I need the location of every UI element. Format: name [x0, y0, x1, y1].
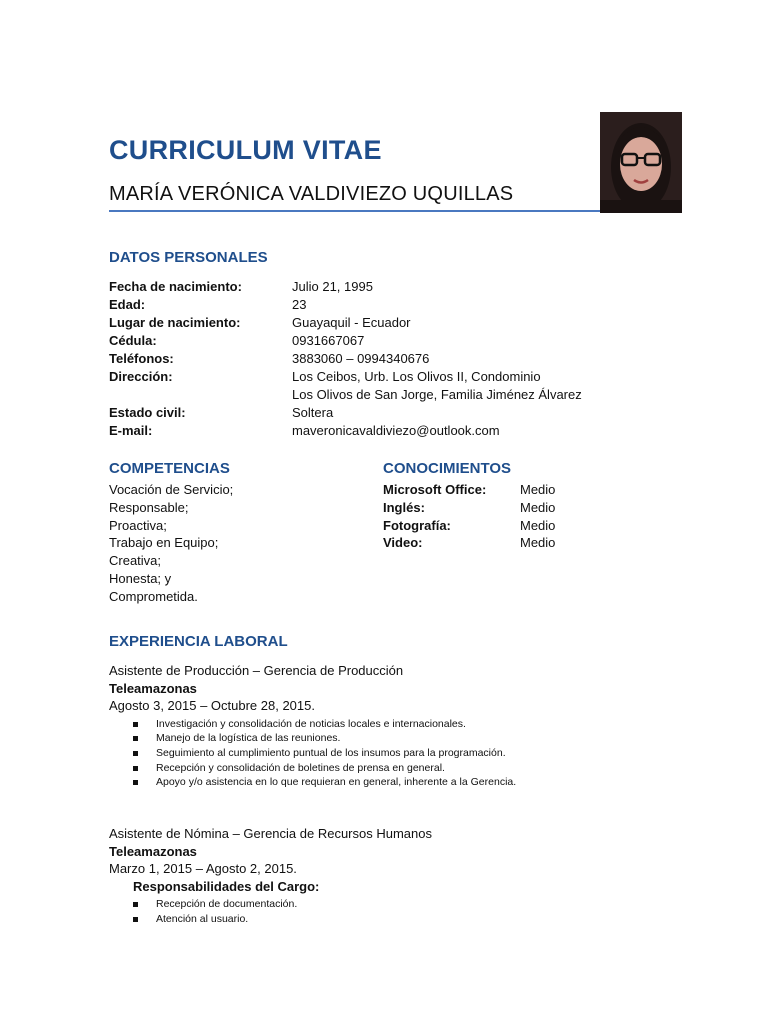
- job-bullet-text: Apoyo y/o asistencia en lo que requieran en general, inherente a la Gerencia.: [156, 776, 517, 789]
- personal-value: maveronicavaldiviezo@outlook.com: [292, 423, 500, 438]
- job-dates: Agosto 3, 2015 – Octubre 28, 2015.: [109, 698, 315, 713]
- job-bullet-text: Atención al usuario.: [156, 912, 249, 925]
- personal-label: Lugar de nacimiento:: [109, 315, 241, 330]
- personal-value: Los Olivos de San Jorge, Familia Jiménez Álvarez: [292, 387, 582, 402]
- job-bullet: [109, 912, 432, 927]
- job-company: Teleamazonas: [109, 680, 197, 696]
- candidate-name: MARÍA VERÓNICA VALDIVIEZO UQUILLAS: [109, 183, 514, 205]
- personal-value: 0931667067: [292, 333, 365, 348]
- square-bullet-icon: [133, 751, 138, 756]
- personal-label: Dirección:: [109, 369, 173, 384]
- job-bullet: [109, 775, 516, 790]
- profile-photo-illustration: [600, 112, 682, 213]
- competencia-item: Responsable;: [109, 499, 189, 515]
- job-bullet-text: Seguimiento al cumplimiento puntual de los insumos para la programación.: [156, 746, 506, 759]
- personal-label: Estado civil:: [109, 405, 186, 420]
- conocimiento-label: Inglés:: [383, 499, 425, 515]
- personal-label: Cédula:: [109, 333, 157, 348]
- personal-label: Teléfonos:: [109, 351, 174, 366]
- section-heading-experiencia: EXPERIENCIA LABORAL: [109, 633, 288, 650]
- job-bullet-text: Investigación y consolidación de noticias locales e internacionales.: [156, 717, 466, 730]
- job-position: Asistente de Producción – Gerencia de Producción: [109, 663, 404, 678]
- personal-label: Fecha de nacimiento:: [109, 279, 242, 294]
- personal-value: Soltera: [292, 405, 334, 420]
- square-bullet-icon: [133, 902, 138, 907]
- conocimiento-label: Video:: [383, 535, 423, 551]
- cv-title: CURRICULUM VITAE: [109, 135, 382, 165]
- personal-label: E-mail:: [109, 423, 153, 438]
- profile-photo: [600, 112, 682, 213]
- personal-label: Edad:: [109, 297, 146, 312]
- job-bullet: [109, 746, 516, 761]
- job-bullet-text: Recepción y consolidación de boletines de prensa en general.: [156, 761, 445, 774]
- competencia-item: Trabajo en Equipo;: [109, 535, 219, 551]
- personal-value: Julio 21, 1995: [292, 279, 373, 294]
- job-bullet: [109, 731, 516, 746]
- conocimiento-level: Medio: [520, 535, 556, 551]
- job-bullet-list: [109, 717, 516, 791]
- job-bullet: [109, 761, 516, 776]
- square-bullet-icon: [133, 722, 138, 727]
- personal-value: Guayaquil - Ecuador: [292, 315, 411, 330]
- job-entry-produccion: [109, 662, 516, 790]
- competencias-list: [109, 481, 233, 606]
- job-bullet-text: Manejo de la logística de las reuniones.: [156, 732, 341, 745]
- competencia-item: Comprometida.: [109, 588, 198, 604]
- conocimiento-level: Medio: [520, 517, 556, 533]
- competencia-item: Creativa;: [109, 553, 162, 569]
- job-bullet: [109, 717, 516, 732]
- conocimiento-label: Microsoft Office:: [383, 482, 487, 497]
- job-dates: Marzo 1, 2015 – Agosto 2, 2015.: [109, 861, 297, 876]
- personal-value: Los Ceibos, Urb. Los Olivos II, Condominio: [292, 369, 541, 384]
- competencia-item: Honesta; y: [109, 570, 172, 586]
- square-bullet-icon: [133, 736, 138, 741]
- competencia-item: Vocación de Servicio;: [109, 482, 234, 497]
- section-heading-conocimientos: CONOCIMIENTOS: [383, 460, 512, 477]
- conocimiento-level: Medio: [520, 499, 556, 515]
- job-bullet: [109, 897, 432, 912]
- personal-value: 23: [292, 297, 307, 312]
- personal-value: 3883060 – 0994340676: [292, 351, 430, 366]
- conocimiento-level: Medio: [520, 482, 556, 497]
- job-company: Teleamazonas: [109, 843, 197, 859]
- section-heading-datos-personales: DATOS PERSONALES: [109, 249, 268, 266]
- section-heading-competencias: COMPETENCIAS: [109, 460, 230, 477]
- competencia-item: Proactiva;: [109, 517, 167, 533]
- title-divider: [109, 210, 602, 212]
- square-bullet-icon: [133, 780, 138, 785]
- job-entry-nomina: [109, 825, 432, 926]
- job-position: Asistente de Nómina – Gerencia de Recursos Humanos: [109, 826, 432, 841]
- conocimiento-label: Fotografía:: [383, 517, 451, 533]
- responsibilities-heading: Responsabilidades del Cargo:: [133, 878, 320, 894]
- square-bullet-icon: [133, 917, 138, 922]
- job-bullet-text: Recepción de documentación.: [156, 898, 298, 910]
- square-bullet-icon: [133, 766, 138, 771]
- job-bullet-list: [109, 897, 432, 926]
